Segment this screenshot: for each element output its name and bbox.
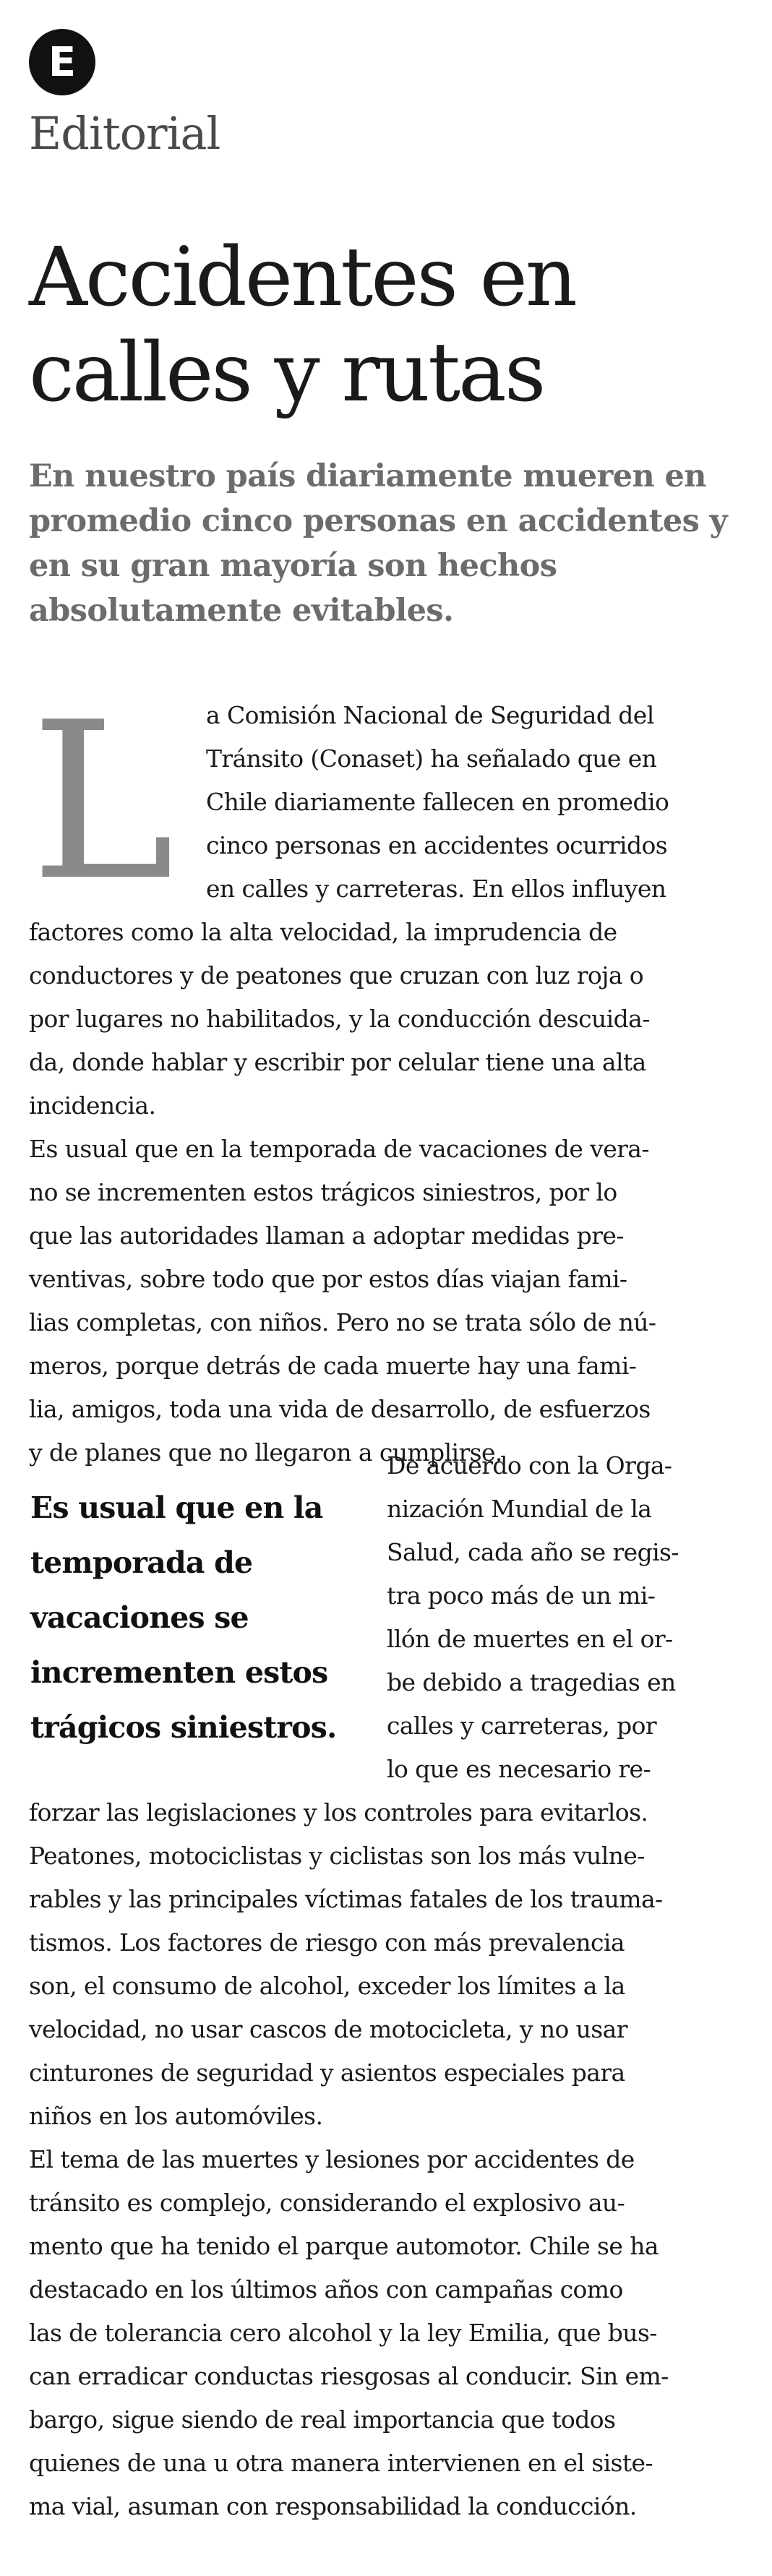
text-line: meros, porque detrás de cada muerte hay una fami- (29, 1352, 637, 1380)
pull-quote: Es usual que en la temporada de vacaciones se incrementen estos trágicos siniestros. (30, 1490, 337, 1745)
text-line: a Comisión Nacional de Seguridad del (206, 701, 654, 729)
text-line: destacado en los últimos años con campañas como (29, 2275, 623, 2304)
text-line: Peatones, motociclistas y ciclistas son los más vulne- (29, 1842, 645, 1870)
paragraph-1-indented (206, 694, 755, 911)
text-line: be debido a tragedias en (387, 1668, 676, 1696)
text-line: El tema de las muertes y lesiones por accidentes de (29, 2145, 635, 2173)
text-line: las de tolerancia cero alcohol y la ley Emilia, que bus- (29, 2319, 657, 2347)
drop-cap: L (30, 676, 175, 928)
text-line: forzar las legislaciones y los controles para evitarlos. (29, 1798, 648, 1826)
text-line: cinturones de seguridad y asientos especiales para (29, 2058, 625, 2087)
text-line: calles y carreteras, por (387, 1712, 657, 1740)
text-line: no se incrementen estos trágicos siniestros, por lo (29, 1178, 617, 1206)
text-line: Chile diariamente fallecen en promedio (206, 788, 669, 816)
article-title (29, 230, 752, 421)
text-line: da, donde hablar y escribir por celular tiene una alta (29, 1048, 646, 1076)
text-line: Salud, cada año se regis- (387, 1538, 679, 1566)
text-line: y de planes que no llegaron a cumplirse. (29, 1438, 502, 1467)
paragraph-3-full (29, 1791, 752, 2138)
paragraph-4 (29, 2138, 752, 2528)
text-line: ma vial, asuman con responsabilidad la conducción. (29, 2492, 637, 2520)
text-line: en calles y carreteras. En ellos influyen (206, 875, 666, 903)
paragraph-3-right-column (387, 1444, 755, 1791)
text-line: lo que es necesario re- (387, 1755, 651, 1783)
text-line: lias completas, con niños. Pero no se trata sólo de nú- (29, 1308, 656, 1336)
text-line: tismos. Los factores de riesgo con más prevalencia (29, 1928, 625, 1957)
text-line: ventivas, sobre todo que por estos días viajan fami- (29, 1265, 627, 1293)
text-line: De acuerdo con la Orga- (387, 1451, 672, 1480)
text-line: velocidad, no usar cascos de motocicleta, y no usar (29, 2015, 627, 2043)
text-line: quienes de una u otra manera intervienen en el siste- (29, 2449, 653, 2477)
text-line: que las autoridades llaman a adoptar medidas pre- (29, 1222, 624, 1250)
article-lead: En nuestro país diariamente mueren en promedio cinco personas en accidentes y en su gran mayoría son hechos absolutamente evitables. (29, 458, 728, 629)
title-line: Accidentes en (29, 231, 576, 325)
text-line: factores como la alta velocidad, la imprudencia de (29, 918, 617, 946)
text-line: conductores y de peatones que cruzan con luz roja o (29, 961, 644, 989)
text-line: Es usual que en la temporada de vacaciones de vera- (29, 1135, 649, 1163)
text-line: son, el consumo de alcohol, exceder los límites a la (29, 1972, 625, 2000)
brand-logo (29, 29, 95, 95)
text-line: tra poco más de un mi- (387, 1581, 656, 1610)
text-line: incidencia. (29, 1091, 156, 1120)
paragraph-1-full (29, 911, 752, 1128)
brand-logo-letter: E (48, 38, 77, 86)
section-label: Editorial (29, 107, 220, 160)
text-line: llón de muertes en el or- (387, 1625, 673, 1653)
text-line: mento que ha tenido el parque automotor. Chile se ha (29, 2232, 659, 2260)
text-line: por lugares no habilitados, y la conducción descuida- (29, 1005, 650, 1033)
title-line: calles y rutas (29, 326, 544, 420)
text-line: lia, amigos, toda una vida de desarrollo, de esfuerzos (29, 1395, 651, 1423)
paragraph-2 (29, 1128, 752, 1474)
text-line: rables y las principales víctimas fatales de los trauma- (29, 1885, 663, 1913)
text-line: tránsito es complejo, considerando el explosivo au- (29, 2189, 625, 2217)
text-line: niños en los automóviles. (29, 2102, 323, 2130)
text-line: nización Mundial de la (387, 1495, 652, 1523)
text-line: bargo, sigue siendo de real importancia que todos (29, 2405, 616, 2434)
text-line: can erradicar conductas riesgosas al conducir. Sin em- (29, 2362, 669, 2390)
text-line: Tránsito (Conaset) ha señalado que en (206, 744, 657, 773)
text-line: cinco personas en accidentes ocurridos (206, 831, 668, 859)
